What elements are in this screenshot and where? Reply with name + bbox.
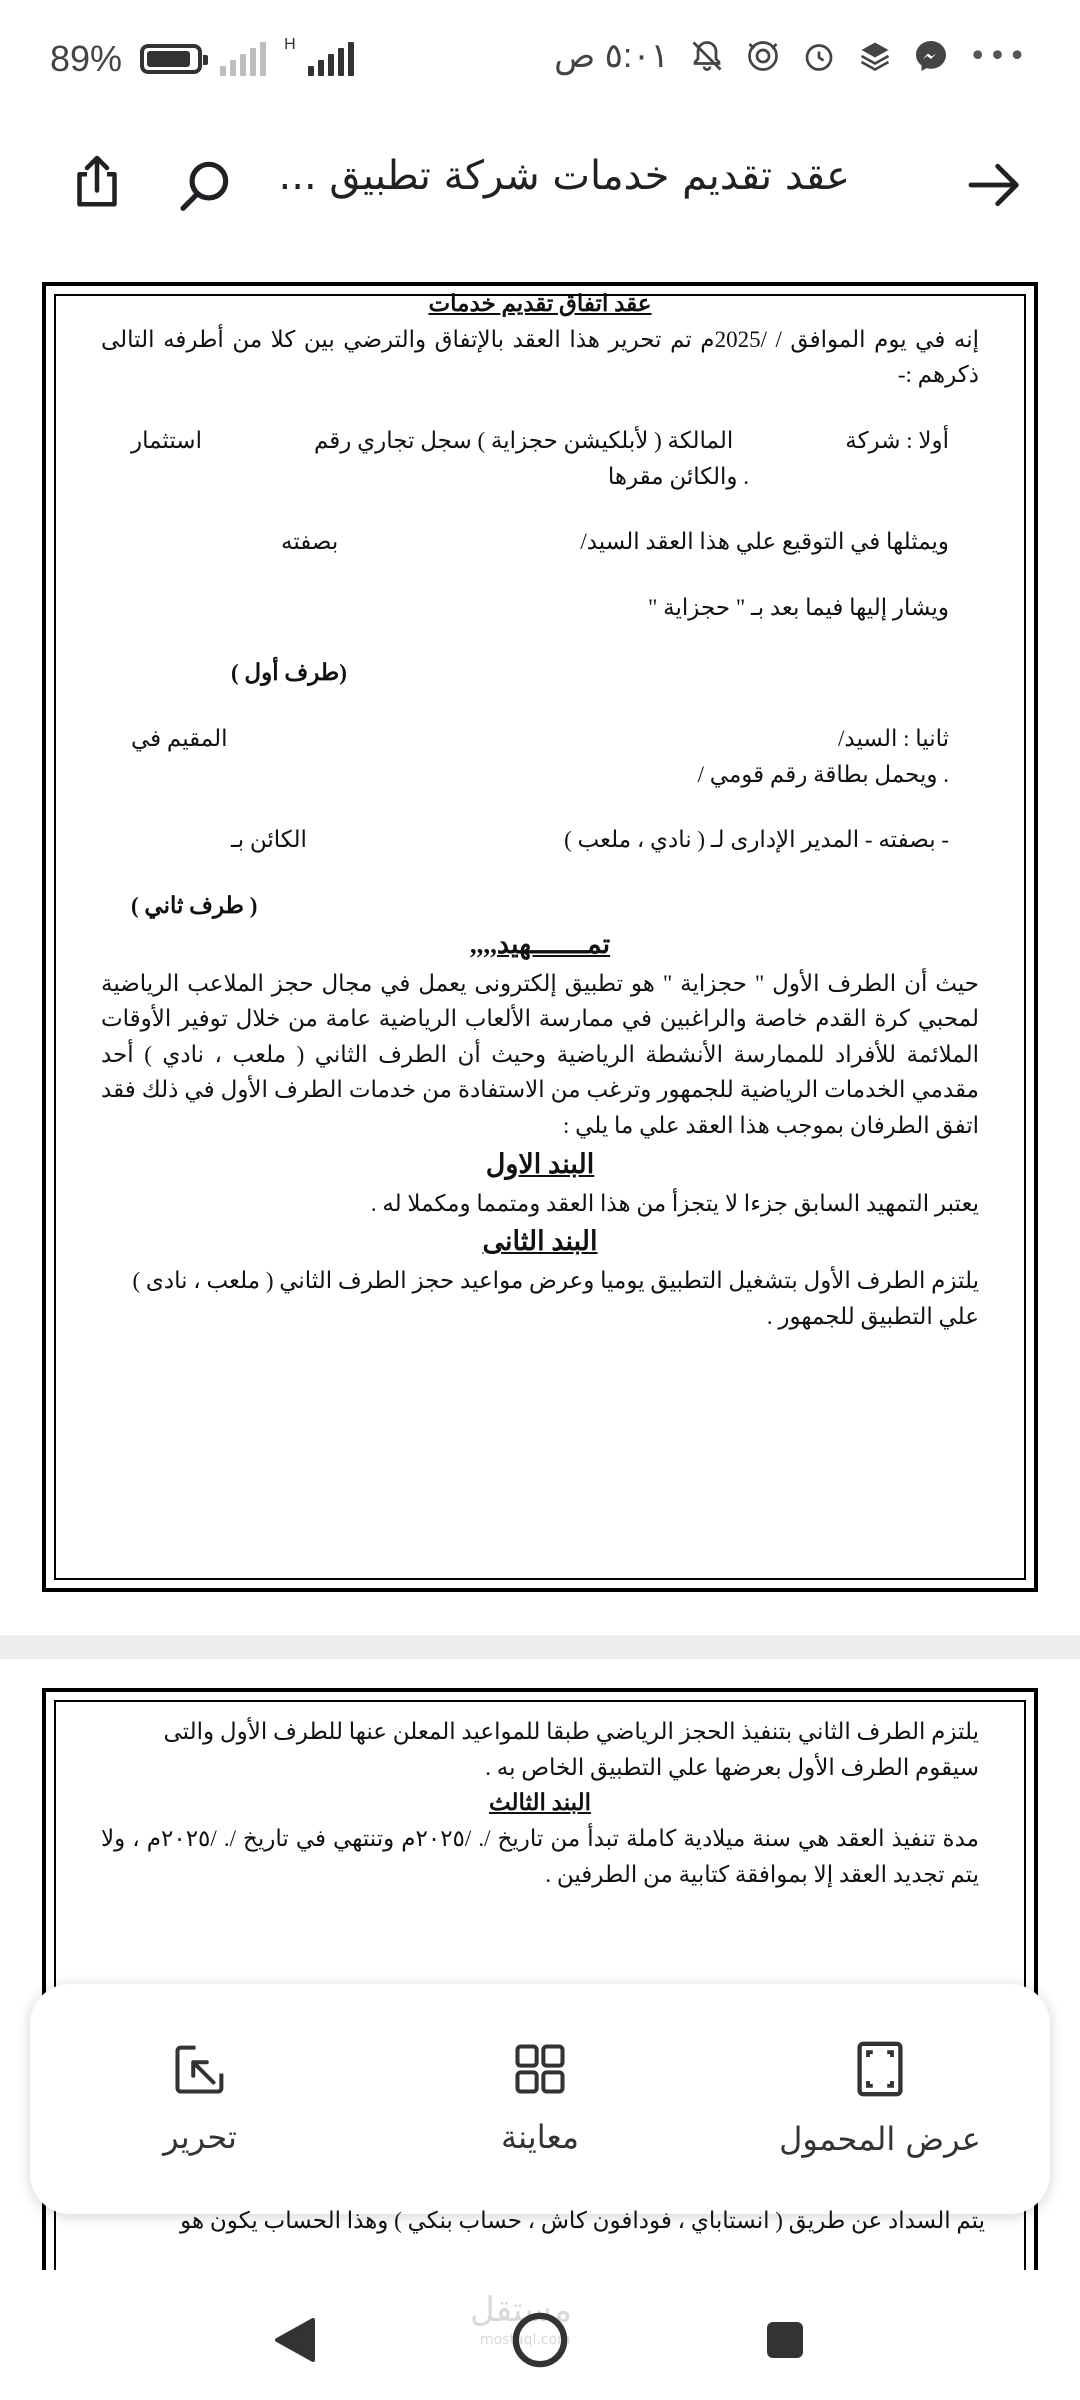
page-separator [0, 1635, 1080, 1659]
layers-icon [857, 38, 893, 74]
second-party-id-line: . ويحمل بطاقة رقم قومي / [697, 761, 949, 787]
clause-3-body: مدة تنفيذ العقد هي سنة ميلادية كاملة تبدأ من تاريخ /. /٢٠٢٥م وتنتهي في تاريخ /. /٢٠٢٥م ، ولا يتم تجديد العقد إلا بموافقة كتابية من الطرفين . [101, 1825, 979, 1887]
more-notifications-indicator: ••• [968, 38, 1028, 74]
target-icon [745, 38, 781, 74]
preview-label: معاينة [500, 2118, 580, 2156]
battery-percent: 89% [50, 38, 123, 79]
nav-home-button[interactable] [500, 2300, 580, 2380]
nav-back-button[interactable] [255, 2300, 335, 2380]
edit-label: تحرير [163, 2118, 237, 2156]
page-1-content [101, 286, 979, 1334]
triangle-back-icon [273, 2315, 317, 2365]
second-party-residence: المقيم في [131, 726, 228, 752]
app-bar [0, 120, 1080, 250]
alarm-icon [801, 38, 837, 74]
grid-icon [513, 2042, 567, 2096]
battery-icon [140, 44, 202, 74]
mobile-view-label: عرض المحمول [779, 2120, 981, 2158]
back-button[interactable] [950, 140, 1040, 230]
status-time: ٥:٠١ ص [554, 37, 669, 75]
clause-2-title: البند الثانى [482, 1226, 598, 1257]
edit-button[interactable] [30, 1984, 370, 2214]
intro-paragraph: إنه في يوم الموافق / /2025م تم تحرير هذا العقد بالإتفاق والترضي بين كلا من أطرفه التالى ذكرهم :- [101, 326, 979, 388]
page-2-paragraph-1: يلتزم الطرف الثاني بتنفيذ الحجز الرياضي طبقا للمواعيد المعلن عنها للطرف الأول والتى سيقوم الطرف الأول بعرضها علي التطبيق الخاص به . [163, 1719, 979, 1780]
search-button[interactable] [160, 140, 250, 230]
battery-level-fill [147, 51, 190, 67]
search-icon [174, 154, 236, 216]
second-party-line [101, 721, 949, 757]
system-navigation-bar [0, 2270, 1080, 2400]
first-party-address: . والكائن مقرها [607, 463, 749, 489]
mobile-view-button[interactable] [710, 1984, 1050, 2214]
representative-line [101, 524, 949, 560]
clause-1-body: يعتبر التمهيد السابق جزءا لا يتجزأ من هذا العقد ومتمما ومكملا له . [370, 1190, 979, 1216]
share-icon [67, 153, 127, 213]
capacity-location: الكائن بـ [231, 827, 307, 853]
clause-3-title: البند الثالث [488, 1790, 592, 1816]
fullscreen-icon [856, 2040, 904, 2098]
watermark-subtext: mostaql.com [480, 2332, 571, 2348]
muted-bell-icon [689, 38, 725, 74]
signal-strong-icon [308, 42, 354, 76]
clause-2-body: يلتزم الطرف الأول بتشغيل التطبيق يوميا وعرض مواعيد حجز الطرف الثاني ( ملعب ، نادى ) علي التطبيق للجمهور . [132, 1268, 979, 1329]
bottom-action-sheet [30, 1984, 1050, 2214]
contract-title: عقد اتفاق تقديم خدمات [428, 291, 652, 316]
messenger-icon [913, 38, 949, 74]
status-right-group [554, 36, 1028, 76]
representative-text: ويمثلها في التوقيع علي هذا العقد السيد/ [580, 529, 949, 555]
document-page-1 [42, 282, 1038, 1592]
first-party-company: أولا : شركة [845, 427, 949, 453]
preamble-body: حيث أن الطرف الأول " حجزاية " هو تطبيق إلكترونى يعمل في مجال حجز الملاعب الرياضية لمحبي كرة القدم خاصة والراغبين في ممارسة الألعاب الرياضية عامة من خلال توفير الأوقات الملائمة للأفراد للممارسة الأنشطة الرياضية وحيث أن الطرف الثاني ( ملعب ، نادي ) أحد مقدمي الخدمات الرياضية للجمهور وترغب من الاستفادة من خدمات الطرف الأول في ذلك فقد اتفق الطرفان بموجب هذا العقد علي ما يلي : [101, 970, 979, 1139]
status-bar [0, 0, 1080, 120]
first-party-tag: (طرف أول ) [231, 660, 347, 686]
network-type: H [284, 36, 296, 53]
status-left-group [50, 38, 354, 80]
edit-icon [173, 2042, 227, 2096]
preview-button[interactable] [370, 1984, 710, 2214]
watermark-text: مستقل [470, 2290, 572, 2330]
capacity-text: - بصفته - المدير الإدارى لـ ( نادي ، ملعب ) [564, 827, 949, 853]
page-2-content [101, 1714, 979, 1892]
square-recents-icon [763, 2318, 807, 2362]
arrow-right-icon [963, 153, 1027, 217]
first-party-investment: استثمار [131, 427, 202, 453]
nav-recents-button[interactable] [745, 2300, 825, 2380]
payment-line-text: يتم السداد عن طريق ( انستاباي ، فودافون كاش ، حساب بنكي ) وهذا الحساب يكون هو [180, 2208, 985, 2233]
second-party-tag: ( طرف ثاني ) [131, 893, 258, 919]
first-party-owner: المالكة ( لأبلكيشن حجزاية ) سجل تجاري رقم [313, 427, 734, 453]
clause-1-title: البند الاول [485, 1148, 595, 1179]
representative-capacity: بصفته [281, 529, 339, 555]
second-party-name: ثانيا : السيد/ [838, 726, 949, 752]
home-circle-icon [511, 2311, 569, 2369]
signal-weak-icon [220, 42, 266, 76]
document-title: عقد تقديم خدمات شركة تطبيق ... [278, 153, 850, 199]
payment-line-partial [97, 2208, 985, 2262]
referred-as-line: ويشار إليها فيما بعد بـ " حجزاية " [648, 594, 949, 620]
share-button[interactable] [52, 138, 142, 228]
first-party-line [101, 423, 979, 459]
capacity-line [101, 822, 949, 858]
preamble-title: تمـــــــهيد,,,, [469, 928, 611, 959]
